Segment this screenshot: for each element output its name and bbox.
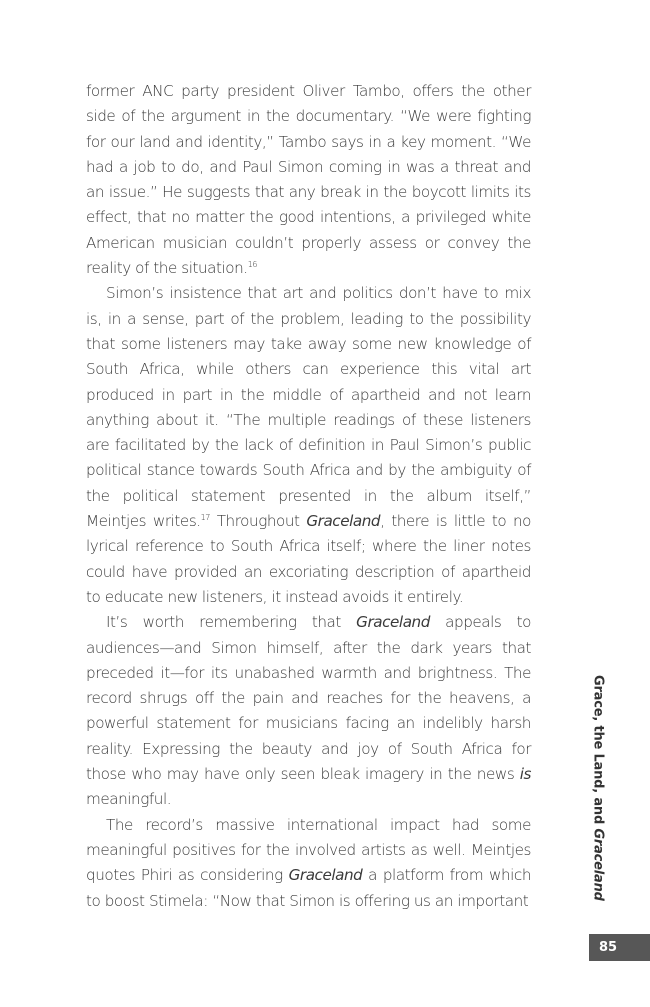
running-head-prefix: Grace, the Land, and [590, 674, 606, 829]
text-run: appeals to audiences—and Simon himself, after the dark years that preceded it—for its unabashed warmth and brightness. The record shrugs off the pain and reaches for the heavens, a powerful statement for musicians facing an indelibly harsh reality. Expressing the beauty and joy of South Africa for those who may have only seen bleak imagery in the news [86, 613, 531, 784]
running-head-italic: Graceland [590, 828, 606, 901]
text-run: meaningful. [86, 790, 172, 809]
italic-text: Graceland [356, 613, 430, 632]
page-number: 85 [589, 934, 650, 961]
text-run: Throughout [209, 512, 307, 531]
paragraph [86, 79, 531, 281]
italic-text: Graceland [306, 512, 381, 531]
running-head-text [591, 675, 606, 901]
text-run: It’s worth remembering that [106, 613, 357, 632]
footnote-ref: 16 [247, 260, 257, 270]
paragraph [86, 610, 531, 812]
italic-text: is [519, 765, 531, 784]
footnote-ref: 17 [200, 513, 210, 523]
text-run: The record’s massive international impact had some meaningful positives for the involved artists as well. Meintjes quotes Phiri as considering [86, 815, 531, 885]
paragraph [86, 281, 531, 610]
paragraph [86, 813, 531, 914]
text-run: , there is little to no lyrical reference to South Africa itself; where the liner notes could have provided an excoriating description of apartheid to educate new listeners, it instead avoids it entirely. [86, 512, 532, 606]
text-run: former ANC party president Oliver Tambo, offers the other side of the argument in the documentary. “We were fighting for our land and identity,” Tambo says in a key moment. “We had a job to do, and Paul Simon coming in was a threat and an issue.” He suggests that any break in the boycott limits its effect, that no matter the good intentions, a privileged white American musician couldn’t properly assess or convey the reality of the situation. [86, 82, 531, 278]
text-run: a platform from which to boost Stimela: “Now that Simon is offering us an important [86, 866, 531, 910]
body-text [86, 79, 531, 914]
running-head [583, 674, 613, 901]
italic-text: Graceland [288, 866, 363, 885]
text-run: Simon’s insistence that art and politics don’t have to mix is, in a sense, part of the problem, leading to the possibility that some listeners may take away some new knowledge of South Africa, while others can experience this vital art produced in part in the middle of apartheid and not learn anything about it. “The multiple readings of these listeners are facilitated by the lack of definition in Paul Simon’s public political stance towards South Africa and by the ambiguity of the political statement presented in the album itself,” Meintjes writes. [86, 284, 531, 531]
